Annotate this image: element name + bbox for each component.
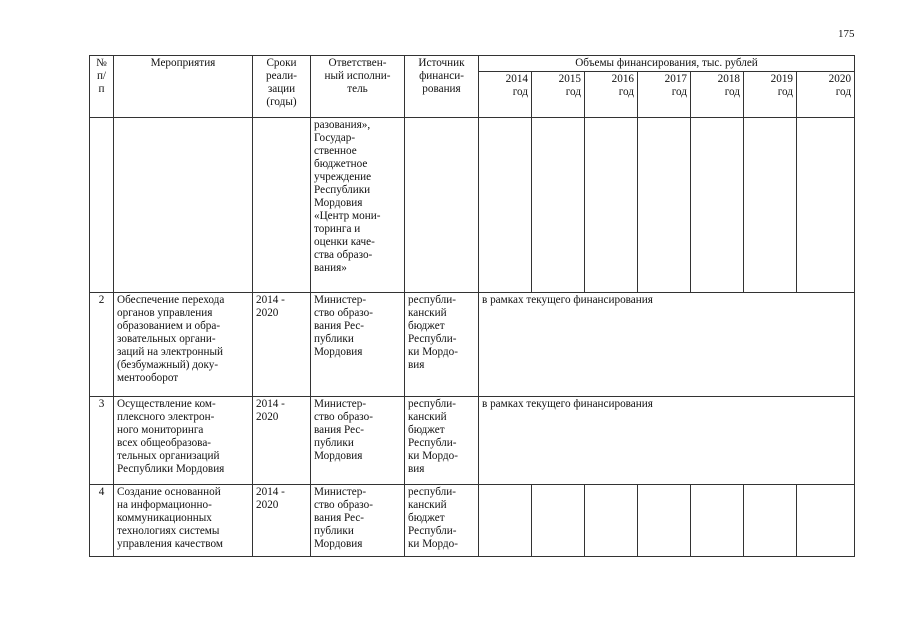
- row-year-cell: [638, 485, 691, 557]
- row-year-cell: [638, 118, 691, 293]
- table-row: [90, 293, 855, 397]
- row-num: 3: [90, 397, 114, 485]
- row-year-cell: [479, 485, 532, 557]
- row-source: [405, 118, 479, 293]
- row-terms: [253, 118, 311, 293]
- row-activity: [114, 118, 253, 293]
- row-terms: 2014 - 2020: [253, 293, 311, 397]
- row-executor: разования», Государ- ственное бюджетное учреждение Республики Мордовия «Центр мони- торинга и оценки каче- ства образо- вания»: [311, 118, 405, 293]
- header-year-2020: 2020 год: [797, 72, 855, 118]
- row-source: республи- канский бюджет Республи- ки Мордо-: [405, 485, 479, 557]
- table-row: [90, 118, 855, 293]
- header-year-2015: 2015 год: [532, 72, 585, 118]
- row-executor: Министер- ство образо- вания Рес- публики Мордовия: [311, 485, 405, 557]
- row-num: 4: [90, 485, 114, 557]
- row-financing: в рамках текущего финансирования: [479, 397, 855, 485]
- row-year-cell: [797, 485, 855, 557]
- header-executor: Ответствен- ный исполни- тель: [311, 56, 405, 118]
- header-activity: Мероприятия: [114, 56, 253, 118]
- row-terms: 2014 - 2020: [253, 485, 311, 557]
- row-year-cell: [797, 118, 855, 293]
- table-row: [90, 485, 855, 557]
- financing-table: [89, 55, 855, 557]
- row-year-cell: [532, 118, 585, 293]
- row-source: республи- канский бюджет Республи- ки Мордо- вия: [405, 397, 479, 485]
- row-activity: Создание основанной на информационно- коммуникационных технологиях системы управления качеством: [114, 485, 253, 557]
- row-year-cell: [744, 485, 797, 557]
- row-num: 2: [90, 293, 114, 397]
- row-financing: в рамках текущего финансирования: [479, 293, 855, 397]
- header-source: Источник финанси- рования: [405, 56, 479, 118]
- row-activity: Осуществление ком- плексного электрон- ного мониторинга всех общеобразова- тельных организаций Республики Мордовия: [114, 397, 253, 485]
- row-year-cell: [691, 118, 744, 293]
- row-terms: 2014 - 2020: [253, 397, 311, 485]
- page-number: 175: [838, 28, 855, 40]
- header-year-2014: 2014 год: [479, 72, 532, 118]
- header-volumes: Объемы финансирования, тыс. рублей: [479, 56, 855, 72]
- header-num: № п/ п: [90, 56, 114, 118]
- row-executor: Министер- ство образо- вания Рес- публики Мордовия: [311, 397, 405, 485]
- row-executor: Министер- ство образо- вания Рес- публики Мордовия: [311, 293, 405, 397]
- header-year-2017: 2017 год: [638, 72, 691, 118]
- row-year-cell: [585, 485, 638, 557]
- row-num: [90, 118, 114, 293]
- row-year-cell: [691, 485, 744, 557]
- row-year-cell: [532, 485, 585, 557]
- row-year-cell: [585, 118, 638, 293]
- table-row: [90, 397, 855, 485]
- header-row-1: [90, 56, 855, 72]
- header-year-2018: 2018 год: [691, 72, 744, 118]
- header-year-2016: 2016 год: [585, 72, 638, 118]
- row-activity: Обеспечение перехода органов управления образованием и обра- зовательных органи- заций на электронный (безбумажный) доку- ментооборот: [114, 293, 253, 397]
- row-source: республи- канский бюджет Республи- ки Мордо- вия: [405, 293, 479, 397]
- row-year-cell: [479, 118, 532, 293]
- row-year-cell: [744, 118, 797, 293]
- header-terms: Сроки реали- зации (годы): [253, 56, 311, 118]
- header-year-2019: 2019 год: [744, 72, 797, 118]
